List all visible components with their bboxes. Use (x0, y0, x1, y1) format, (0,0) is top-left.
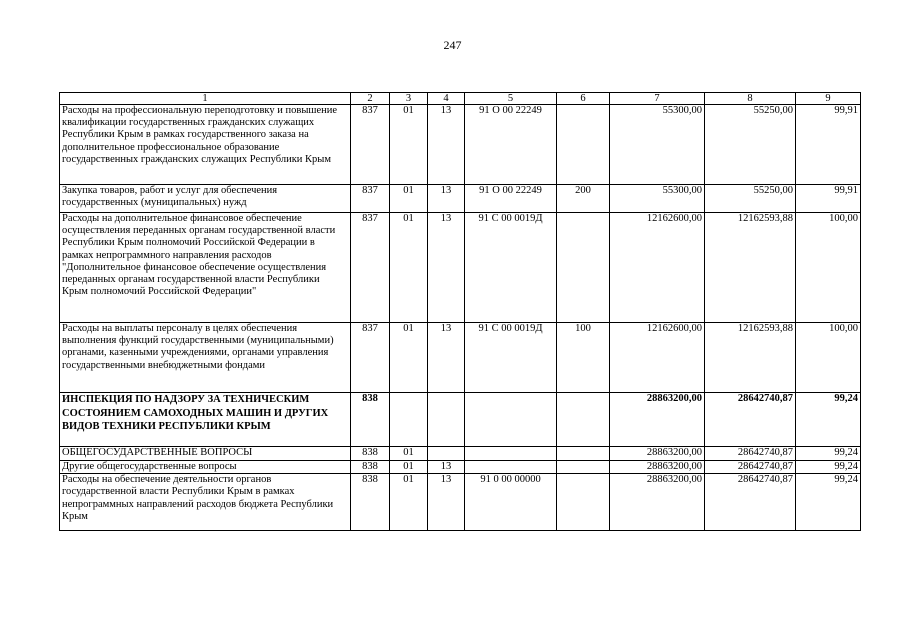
actual-amount-cell: 12162593,88 (705, 213, 796, 323)
section-cell: 01 (390, 461, 428, 474)
table-row (60, 447, 861, 461)
target-article-cell: 91 О 00 22249 (465, 105, 557, 185)
percent-cell: 99,24 (796, 461, 861, 474)
row-name-cell: Другие общегосударственные вопросы (60, 461, 351, 474)
row-name-cell: Расходы на профессиональную переподготовку и повышение квалификации государственных гражданских служащих Республики Крым в рамках государственного заказа на дополнительное профессиональное образование государственных гражданских служащих Республики Крым (60, 105, 351, 185)
header-cell: 2 (351, 93, 390, 105)
admin-code-cell: 837 (351, 213, 390, 323)
section-cell: 01 (390, 323, 428, 393)
admin-code-cell: 838 (351, 393, 390, 447)
row-name-cell: ИНСПЕКЦИЯ ПО НАДЗОРУ ЗА ТЕХНИЧЕСКИМ СОСТОЯНИЕМ САМОХОДНЫХ МАШИН И ДРУГИХ ВИДОВ ТЕХНИКИ РЕСПУБЛИКИ КРЫМ (60, 393, 351, 447)
percent-cell: 99,91 (796, 185, 861, 213)
admin-code-cell: 837 (351, 105, 390, 185)
actual-amount-cell: 55250,00 (705, 185, 796, 213)
header-cell: 3 (390, 93, 428, 105)
row-name-cell: Расходы на обеспечение деятельности органов государственной власти Республики Крым в рамках непрограммных направлений расходов бюджета Республики Крым (60, 474, 351, 531)
expense-type-cell (557, 105, 610, 185)
budget-table (59, 92, 861, 531)
expense-type-cell: 100 (557, 323, 610, 393)
admin-code-cell: 838 (351, 447, 390, 461)
target-article-cell: 91 О 00 22249 (465, 185, 557, 213)
expense-type-cell (557, 461, 610, 474)
percent-cell: 99,24 (796, 474, 861, 531)
actual-amount-cell: 55250,00 (705, 105, 796, 185)
target-article-cell (465, 461, 557, 474)
percent-cell: 99,24 (796, 393, 861, 447)
table-row (60, 474, 861, 531)
target-article-cell: 91 С 00 0019Д (465, 213, 557, 323)
header-cell: 9 (796, 93, 861, 105)
actual-amount-cell: 28642740,87 (705, 393, 796, 447)
table-row (60, 461, 861, 474)
plan-amount-cell: 28863200,00 (610, 474, 705, 531)
admin-code-cell: 838 (351, 474, 390, 531)
plan-amount-cell: 28863200,00 (610, 447, 705, 461)
subsection-cell: 13 (428, 105, 465, 185)
admin-code-cell: 837 (351, 185, 390, 213)
actual-amount-cell: 28642740,87 (705, 447, 796, 461)
plan-amount-cell: 28863200,00 (610, 461, 705, 474)
plan-amount-cell: 28863200,00 (610, 393, 705, 447)
table-header-row (60, 93, 861, 105)
percent-cell: 100,00 (796, 323, 861, 393)
subsection-cell: 13 (428, 461, 465, 474)
actual-amount-cell: 28642740,87 (705, 474, 796, 531)
table-row (60, 323, 861, 393)
table-row (60, 393, 861, 447)
target-article-cell (465, 447, 557, 461)
row-name-cell: ОБЩЕГОСУДАРСТВЕННЫЕ ВОПРОСЫ (60, 447, 351, 461)
section-cell: 01 (390, 185, 428, 213)
row-name-cell: Закупка товаров, работ и услуг для обеспечения государственных (муниципальных) нужд (60, 185, 351, 213)
header-cell: 8 (705, 93, 796, 105)
table-row (60, 213, 861, 323)
target-article-cell (465, 393, 557, 447)
percent-cell: 99,91 (796, 105, 861, 185)
section-cell: 01 (390, 213, 428, 323)
header-cell: 1 (60, 93, 351, 105)
actual-amount-cell: 12162593,88 (705, 323, 796, 393)
subsection-cell: 13 (428, 474, 465, 531)
header-cell: 7 (610, 93, 705, 105)
row-name-cell: Расходы на дополнительное финансовое обеспечение осуществления переданных органам государственной власти Республики Крым полномочий Российской Федерации в рамках непрограммного направления расходов "Дополнительное финансовое обеспечение осуществления переданных органам государственной власти Республики Крым полномочий Российской Федерации" (60, 213, 351, 323)
subsection-cell: 13 (428, 185, 465, 213)
expense-type-cell (557, 474, 610, 531)
subsection-cell (428, 447, 465, 461)
target-article-cell: 91 0 00 00000 (465, 474, 557, 531)
header-cell: 6 (557, 93, 610, 105)
plan-amount-cell: 12162600,00 (610, 323, 705, 393)
row-name-cell: Расходы на выплаты персоналу в целях обеспечения выполнения функций государственными (муниципальными) органами, казенными учреждениями, органами управления государственными внебюджетными фондами (60, 323, 351, 393)
expense-type-cell (557, 393, 610, 447)
section-cell: 01 (390, 105, 428, 185)
admin-code-cell: 837 (351, 323, 390, 393)
expense-type-cell (557, 447, 610, 461)
target-article-cell: 91 С 00 0019Д (465, 323, 557, 393)
section-cell (390, 393, 428, 447)
actual-amount-cell: 28642740,87 (705, 461, 796, 474)
subsection-cell: 13 (428, 213, 465, 323)
percent-cell: 99,24 (796, 447, 861, 461)
section-cell: 01 (390, 447, 428, 461)
section-cell: 01 (390, 474, 428, 531)
percent-cell: 100,00 (796, 213, 861, 323)
header-cell: 5 (465, 93, 557, 105)
table-row (60, 105, 861, 185)
page-number: 247 (443, 38, 462, 52)
admin-code-cell: 838 (351, 461, 390, 474)
expense-type-cell (557, 213, 610, 323)
expense-type-cell: 200 (557, 185, 610, 213)
subsection-cell: 13 (428, 323, 465, 393)
plan-amount-cell: 12162600,00 (610, 213, 705, 323)
table-row (60, 185, 861, 213)
header-cell: 4 (428, 93, 465, 105)
plan-amount-cell: 55300,00 (610, 105, 705, 185)
subsection-cell (428, 393, 465, 447)
plan-amount-cell: 55300,00 (610, 185, 705, 213)
